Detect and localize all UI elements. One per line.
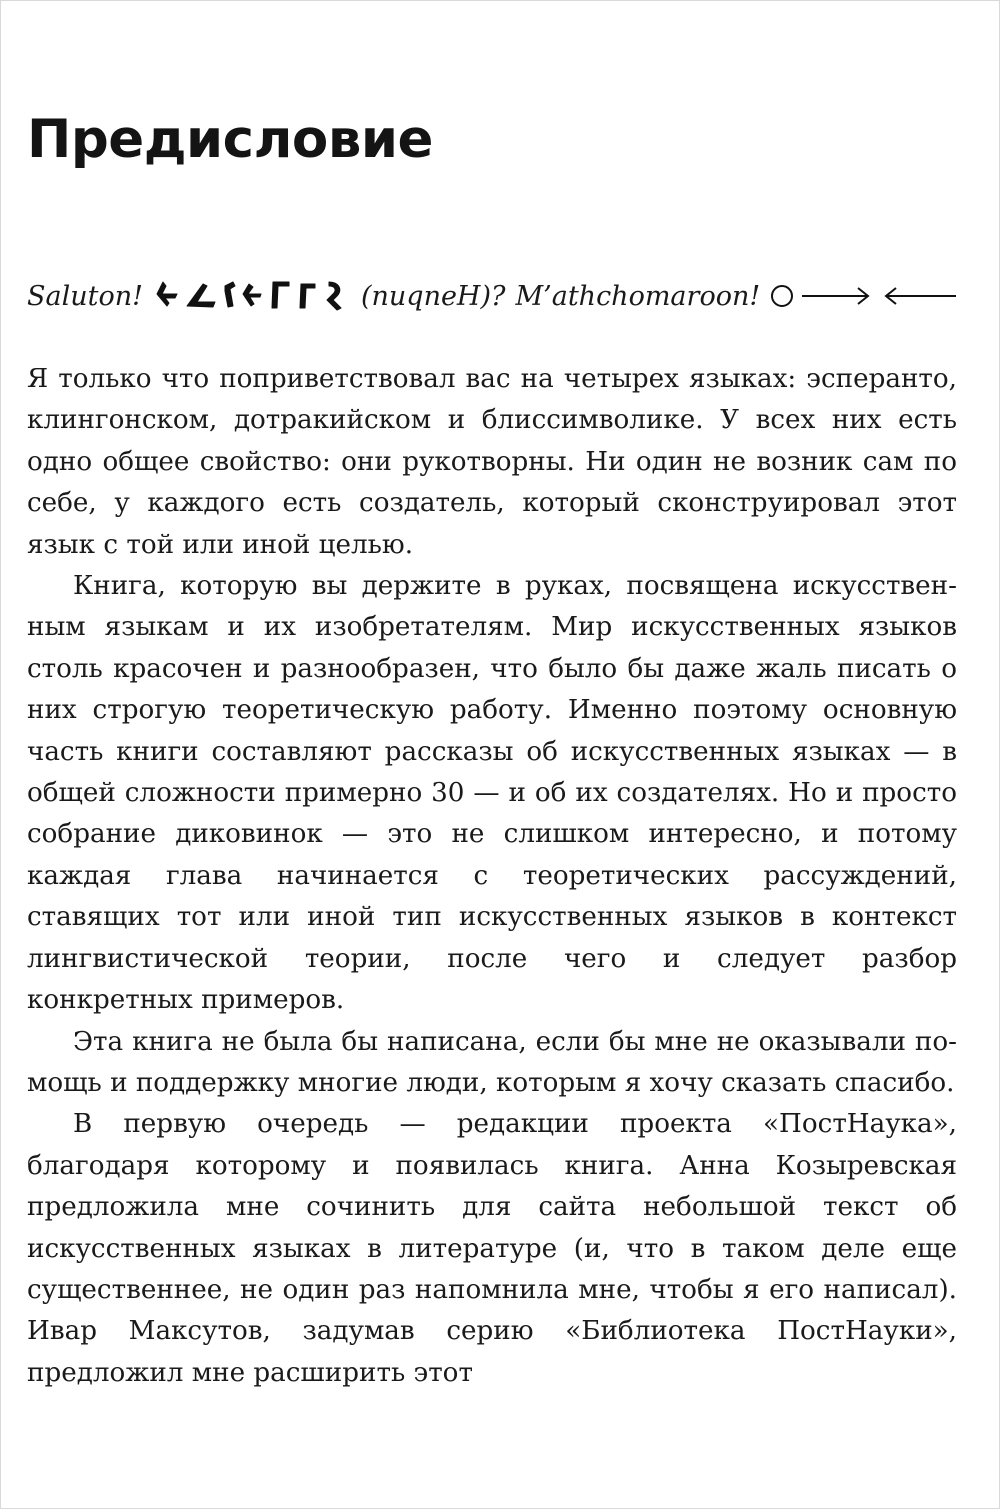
paragraph: Эта книга не была бы написана, если бы мне не оказывали помощь и поддержку многие люди, которым я хочу сказать спасибо. (27, 1026, 957, 1098)
blissymbol-icon (770, 281, 960, 311)
klingon-glyph (327, 282, 341, 310)
klingon-glyph (247, 294, 261, 297)
klingon-glyph (225, 282, 235, 307)
paragraph: В первую очередь — редакции проекта «ПостНаука», благодаря которому и появилась книга. Анна Козыревская предложила мне сочинить для сайта небольшой текст об искусственных языках в литературе (и, что в таком деле еще существеннее, не один раз напомнила мне, чтобы я его написал). Ивар Максутов, задумав серию «Библиотека ПостНауки», предложил мне расширить этот (27, 1109, 957, 1388)
klingon-glyph (272, 282, 289, 308)
greeting-line (27, 271, 967, 321)
klingon-glyphs-icon (153, 276, 349, 316)
greeting-dothraki: M’athchomaroon! (515, 280, 761, 312)
greeting-klingon-transliteration: (nuqneH)? (360, 280, 506, 312)
klingon-glyph (300, 284, 315, 308)
paragraph: Я только что поприветствовал вас на четырех языках: эсперанто, клингонском, дотракийском и блиссимволике. У всех них есть одно общее свойство: они рукотворны. Ни один не возник сам по себе, у каждого есть создатель, который сконструировал этот язык с той или иной целью. (27, 364, 957, 560)
klingon-glyph (161, 294, 177, 298)
bliss-circle (772, 286, 792, 306)
page-title: Предисловие (27, 109, 433, 170)
paragraph: Книга, которую вы держите в руках, посвящена искусственным языкам и их изобретателям. Мир искусственных языков столь красочен и разнообразен, что было бы даже жаль писать о них строгую теоретическую работу. Именно поэтому основную часть книги составляют рассказы об искусственных языках — в общей сложности примерно 30 — и об их создателях. Но и просто собрание диковинок — это не слишком интересно, и потому каждая глава начинается с теоретических рассуждений, ставящих тот или иной тип искусственных языков в контекст лингвистической теории, после чего и следует разбор конкретных примеров. (27, 571, 957, 1016)
greeting-esperanto: Saluton! (27, 280, 143, 312)
body-text (27, 359, 957, 1394)
klingon-glyph (187, 284, 215, 307)
